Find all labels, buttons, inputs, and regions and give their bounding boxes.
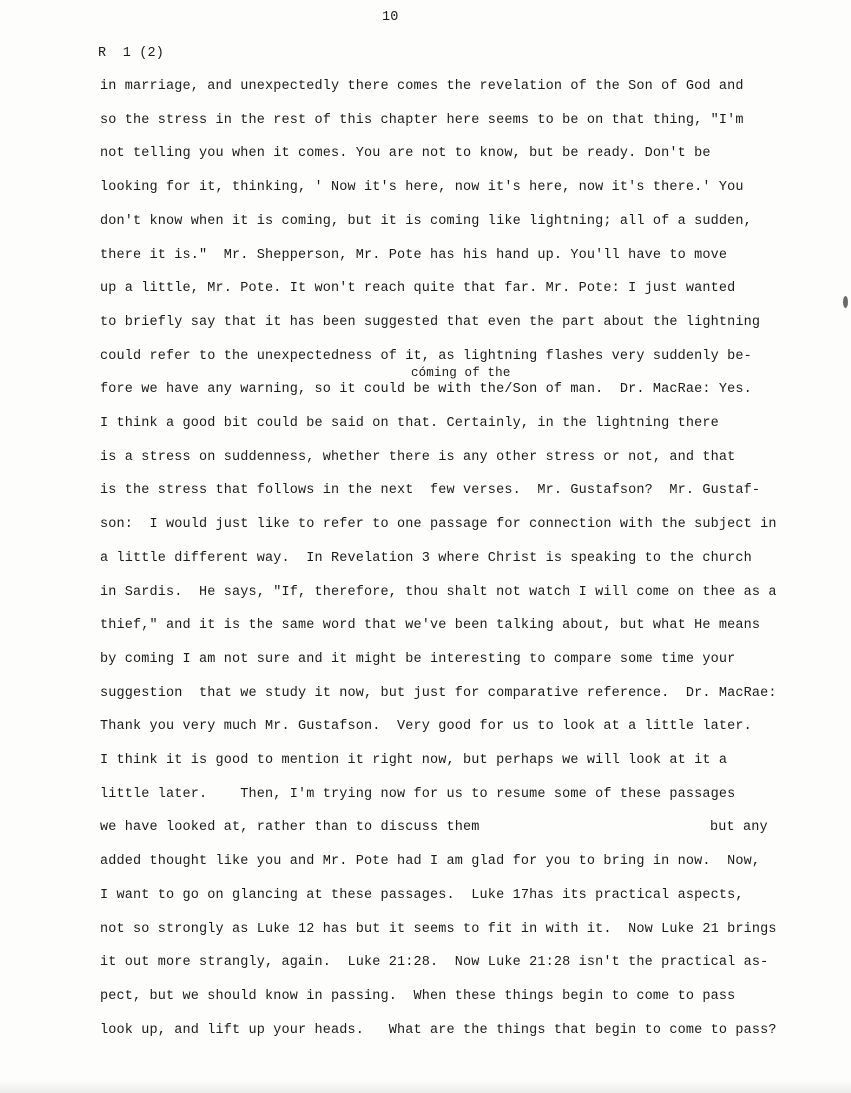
text-line: there it is." Mr. Shepperson, Mr. Pote has his hand up. You'll have to move bbox=[100, 247, 728, 263]
text-line: I think it is good to mention it right now, but perhaps we will look at it a bbox=[100, 753, 728, 768]
interlinear-insertion: cóming of the bbox=[411, 366, 511, 380]
text-line: don't know when it is coming, but it is coming like lightning; all of a sudden, bbox=[100, 213, 752, 229]
text-line: in Sardis. He says, "If, therefore, thou shalt not watch I will come on thee as a bbox=[100, 584, 777, 600]
text-line: by coming I am not sure and it might be interesting to compare some time your bbox=[100, 651, 736, 667]
text-line: could refer to the unexpectedness of it, as lightning flashes very suddenly be- bbox=[100, 348, 752, 364]
section-reference: R 1 (2) bbox=[98, 46, 165, 61]
text-line: fore we have any warning, so it could be with the/Son of man. Dr. MacRae: Yes. bbox=[100, 382, 752, 398]
text-line: so the stress in the rest of this chapter here seems to be on that thing, "I'm bbox=[100, 112, 744, 128]
text-line-gap-continuation: but any bbox=[710, 820, 768, 836]
text-line: is the stress that follows in the next few verses. Mr. Gustafson? Mr. Gustaf- bbox=[100, 483, 761, 499]
text-line: it out more strangly, again. Luke 21:28. Now Luke 21:28 isn't the practical as- bbox=[100, 955, 769, 971]
scan-mark bbox=[843, 296, 848, 308]
text-line: up a little, Mr. Pote. It won't reach quite that far. Mr. Pote: I just wanted bbox=[100, 281, 736, 297]
text-line: Thank you very much Mr. Gustafson. Very good for us to look at a little later. bbox=[100, 719, 752, 735]
text-line: in marriage, and unexpectedly there comes the revelation of the Son of God and bbox=[100, 79, 744, 94]
text-line: suggestion that we study it now, but just for comparative reference. Dr. MacRae: bbox=[100, 685, 777, 701]
text-line: a little different way. In Revelation 3 where Christ is speaking to the church bbox=[100, 550, 752, 566]
text-line: not telling you when it comes. You are not to know, but be ready. Don't be bbox=[100, 146, 711, 162]
page-number: 10 bbox=[382, 10, 399, 25]
text-line: added thought like you and Mr. Pote had I am glad for you to bring in now. Now, bbox=[100, 854, 761, 870]
text-line: I think a good bit could be said on that. Certainly, in the lightning there bbox=[100, 416, 719, 431]
text-line: son: I would just like to refer to one passage for connection with the subject in bbox=[100, 517, 777, 533]
text-line: I want to go on glancing at these passages. Luke 17has its practical aspects, bbox=[100, 887, 744, 903]
text-line: we have looked at, rather than to discuss them bbox=[100, 820, 480, 836]
text-line: looking for it, thinking, ' Now it's here, now it's here, now it's there.' You bbox=[100, 180, 744, 196]
text-line: not so strongly as Luke 12 has but it seems to fit in with it. Now Luke 21 brings bbox=[100, 921, 777, 937]
text-line: thief," and it is the same word that we've been talking about, but what He means bbox=[100, 618, 761, 634]
text-line: to briefly say that it has been suggested that even the part about the lightning bbox=[100, 314, 761, 330]
text-line: look up, and lift up your heads. What are the things that begin to come to pass? bbox=[100, 1022, 777, 1038]
text-line: little later. Then, I'm trying now for us to resume some of these passages bbox=[100, 786, 736, 802]
text-line: pect, but we should know in passing. When these things begin to come to pass bbox=[100, 988, 736, 1004]
scan-edge-shadow bbox=[0, 1080, 851, 1093]
text-line: is a stress on suddenness, whether there is any other stress or not, and that bbox=[100, 449, 736, 465]
